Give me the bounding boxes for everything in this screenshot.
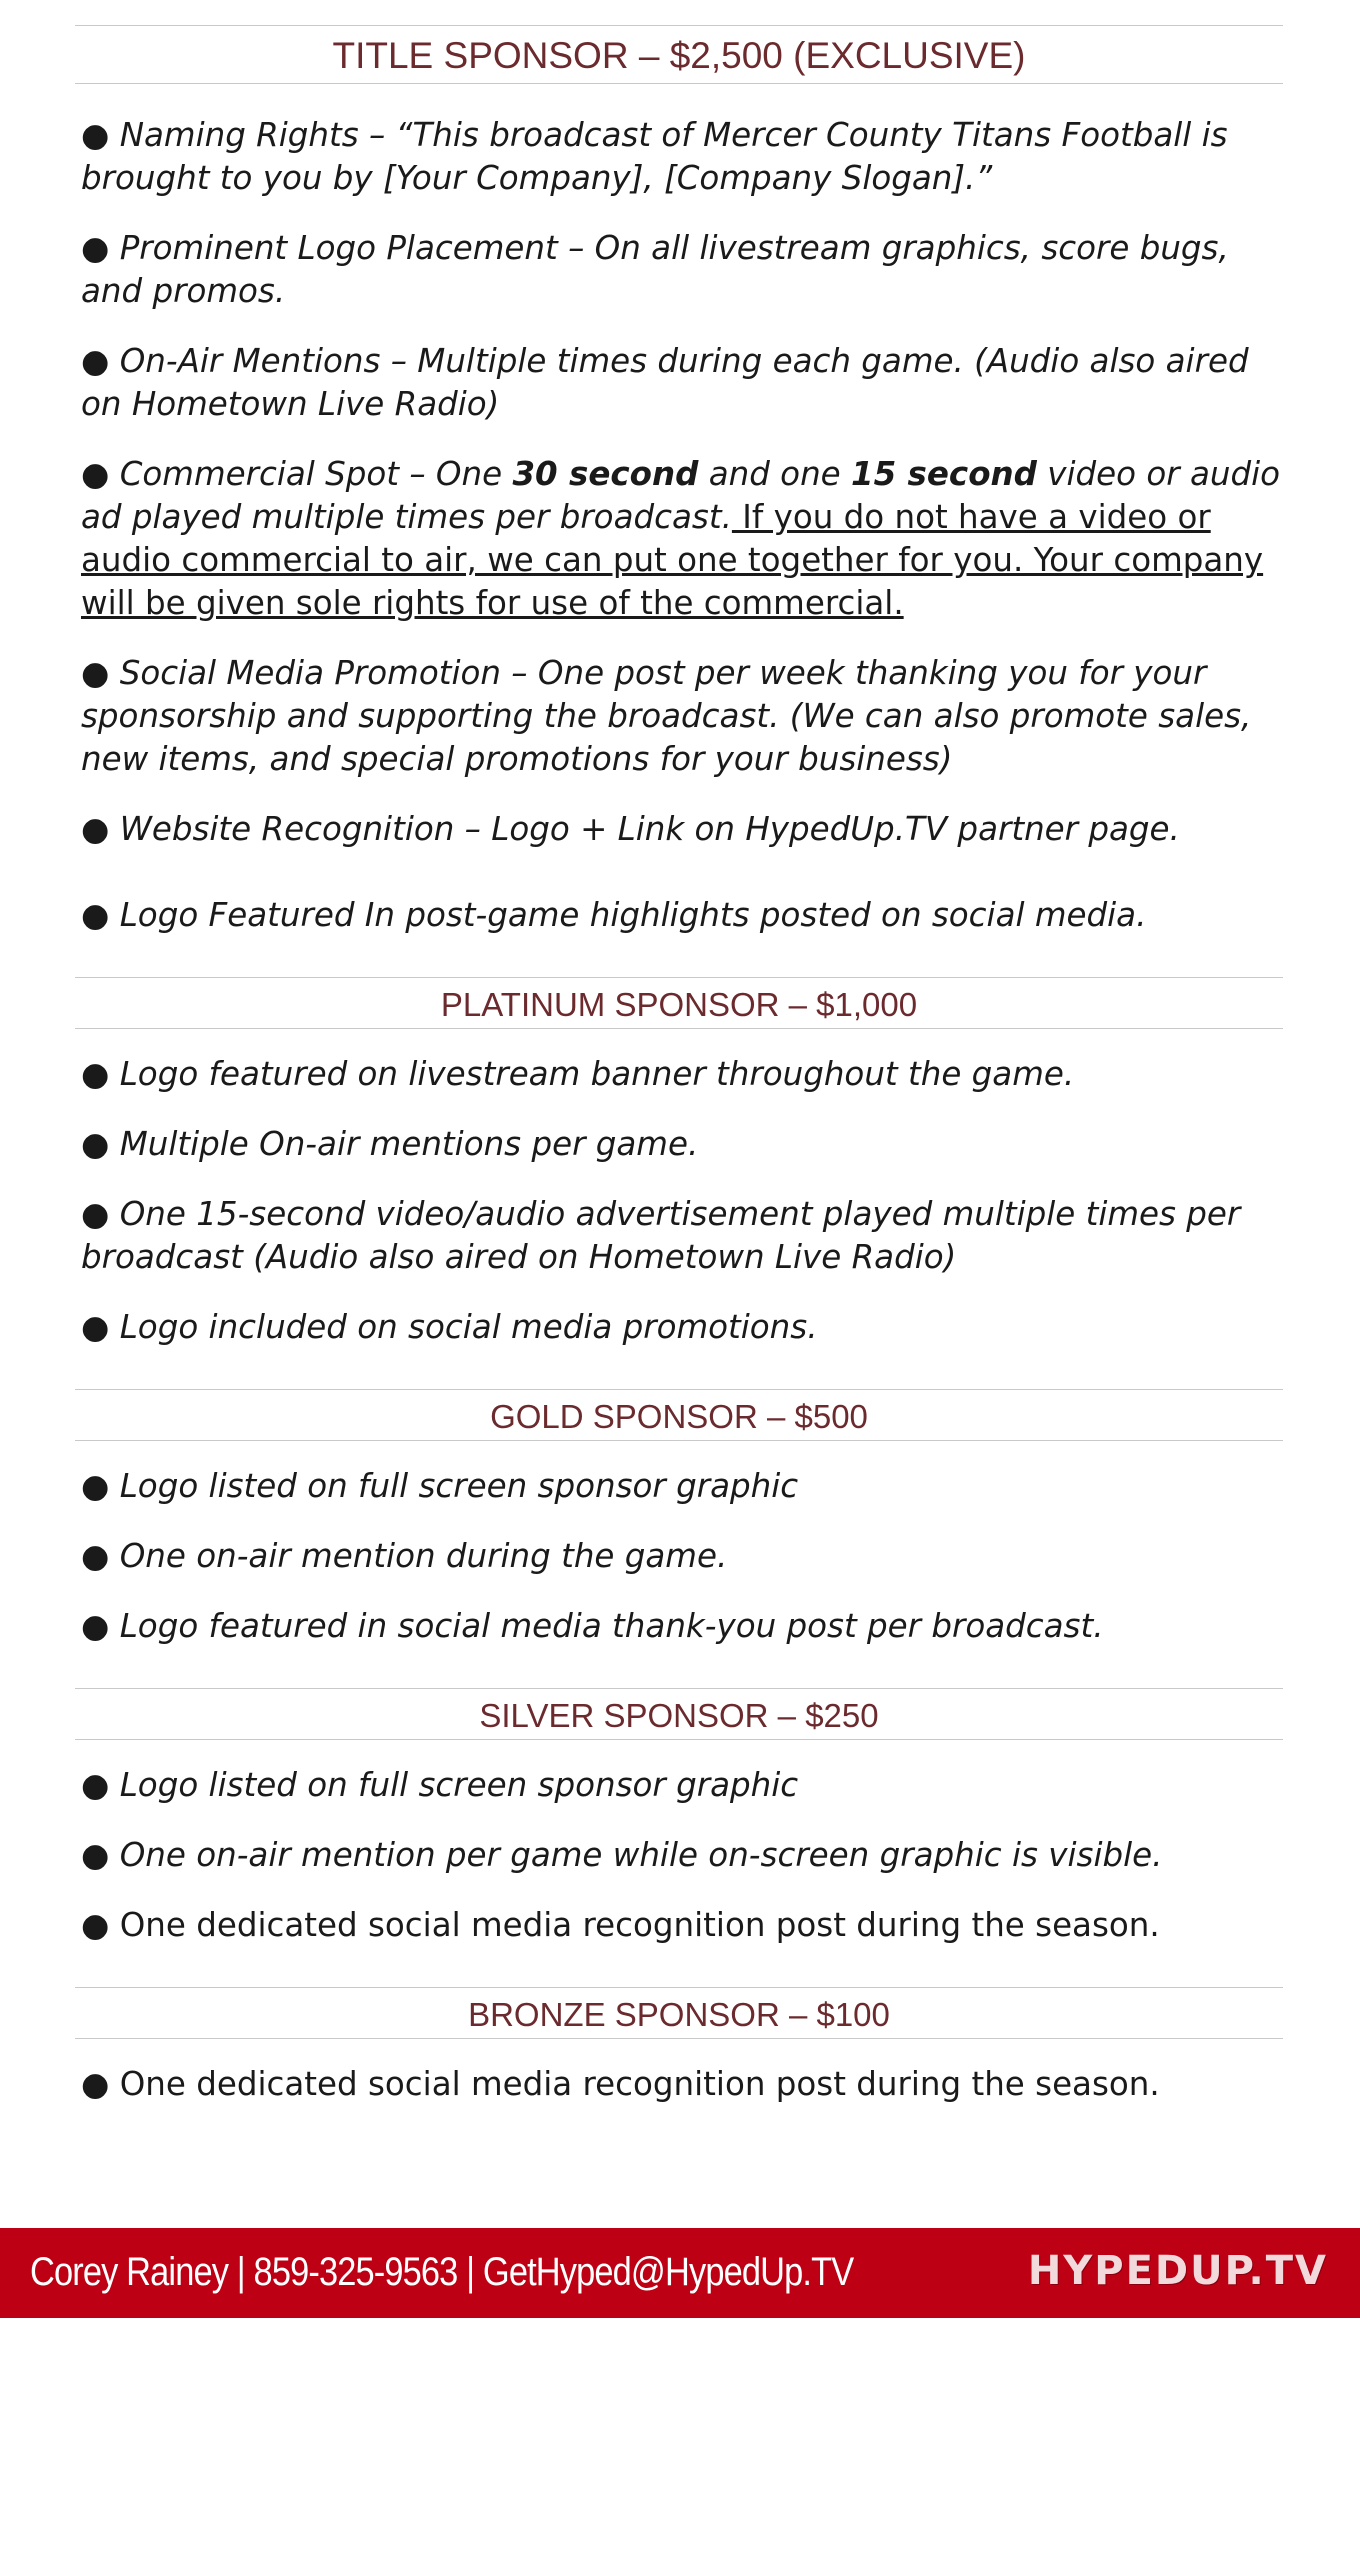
- bullet-icon: ●: [81, 896, 110, 934]
- bullet-icon: ●: [81, 1308, 110, 1346]
- title-benefit-commercial: ● Commercial Spot – One 30 second and one 15 second video or audio ad played multiple times per broadcast. If you do not have a video or audio commercial to air, we can put one together for you. Your company will be given sole rights for use of the commercial.: [81, 455, 1281, 622]
- bullet-icon: ●: [81, 229, 110, 267]
- bullet-icon: ●: [81, 2065, 110, 2103]
- title-benefit-website: ● Website Recognition – Logo + Link on HypedUp.TV partner page.: [81, 810, 1180, 848]
- title-benefit-naming-rights: ● Naming Rights – “This broadcast of Mercer County Titans Football is brought to you by [Your Company], [Company Slogan].”: [81, 116, 1228, 197]
- gold-sponsor-heading: GOLD SPONSOR – $500: [75, 1389, 1283, 1441]
- platinum-benefit-banner: ● Logo featured on livestream banner throughout the game.: [81, 1055, 1075, 1093]
- platinum-benefit-mentions: ● Multiple On-air mentions per game.: [81, 1125, 699, 1163]
- bullet-icon: ●: [81, 455, 110, 493]
- title-benefit-social: ● Social Media Promotion – One post per week thanking you for your sponsorship and supporting the broadcast. (We can also promote sales, new items, and special promotions for your business): [81, 654, 1252, 778]
- gold-benefit-social: ● Logo featured in social media thank-you post per broadcast.: [81, 1607, 1104, 1645]
- platinum-benefit-advertisement: ● One 15-second video/audio advertisement played multiple times per broadcast (Audio also aired on Hometown Live Radio): [81, 1195, 1241, 1276]
- bullet-icon: ●: [81, 1537, 110, 1575]
- bullet-icon: ●: [81, 1195, 110, 1233]
- silver-benefit-mention: ● One on-air mention per game while on-screen graphic is visible.: [81, 1836, 1163, 1874]
- bronze-sponsor-heading: BRONZE SPONSOR – $100: [75, 1987, 1283, 2039]
- gold-benefit-graphic: ● Logo listed on full screen sponsor graphic: [81, 1467, 799, 1505]
- bronze-benefit-social: ● One dedicated social media recognition post during the season.: [81, 2065, 1160, 2103]
- title-benefit-highlights: ● Logo Featured In post-game highlights posted on social media.: [81, 896, 1147, 934]
- bullet-icon: ●: [81, 1467, 110, 1505]
- silver-benefit-graphic: ● Logo listed on full screen sponsor graphic: [81, 1766, 799, 1804]
- hypedup-logo: HYPEDUP.TV: [1027, 2248, 1328, 2294]
- title-benefit-on-air: ● On-Air Mentions – Multiple times during each game. (Audio also aired on Hometown Live Radio): [81, 342, 1249, 423]
- silver-sponsor-heading: SILVER SPONSOR – $250: [75, 1688, 1283, 1740]
- bullet-icon: ●: [81, 654, 110, 692]
- bullet-icon: ●: [81, 1125, 110, 1163]
- bullet-icon: ●: [81, 1055, 110, 1093]
- bullet-icon: ●: [81, 1836, 110, 1874]
- platinum-sponsor-heading: PLATINUM SPONSOR – $1,000: [75, 977, 1283, 1029]
- silver-benefit-social: ● One dedicated social media recognition post during the season.: [81, 1906, 1160, 1944]
- contact-info: Corey Rainey | 859-325-9563 | GetHyped@HypedUp.TV: [30, 2250, 854, 2294]
- bullet-icon: ●: [81, 1607, 110, 1645]
- sponsorship-document: [75, 0, 1283, 2106]
- gold-benefit-mention: ● One on-air mention during the game.: [81, 1537, 728, 1575]
- title-benefit-logo-placement: ● Prominent Logo Placement – On all livestream graphics, score bugs, and promos.: [81, 229, 1229, 310]
- bullet-icon: ●: [81, 342, 110, 380]
- platinum-benefit-social: ● Logo included on social media promotions.: [81, 1308, 818, 1346]
- bullet-icon: ●: [81, 1766, 110, 1804]
- bullet-icon: ●: [81, 810, 110, 848]
- bullet-icon: ●: [81, 116, 110, 154]
- contact-footer-banner: [0, 2228, 1360, 2318]
- bullet-icon: ●: [81, 1906, 110, 1944]
- title-sponsor-heading: TITLE SPONSOR – $2,500 (EXCLUSIVE): [75, 25, 1283, 84]
